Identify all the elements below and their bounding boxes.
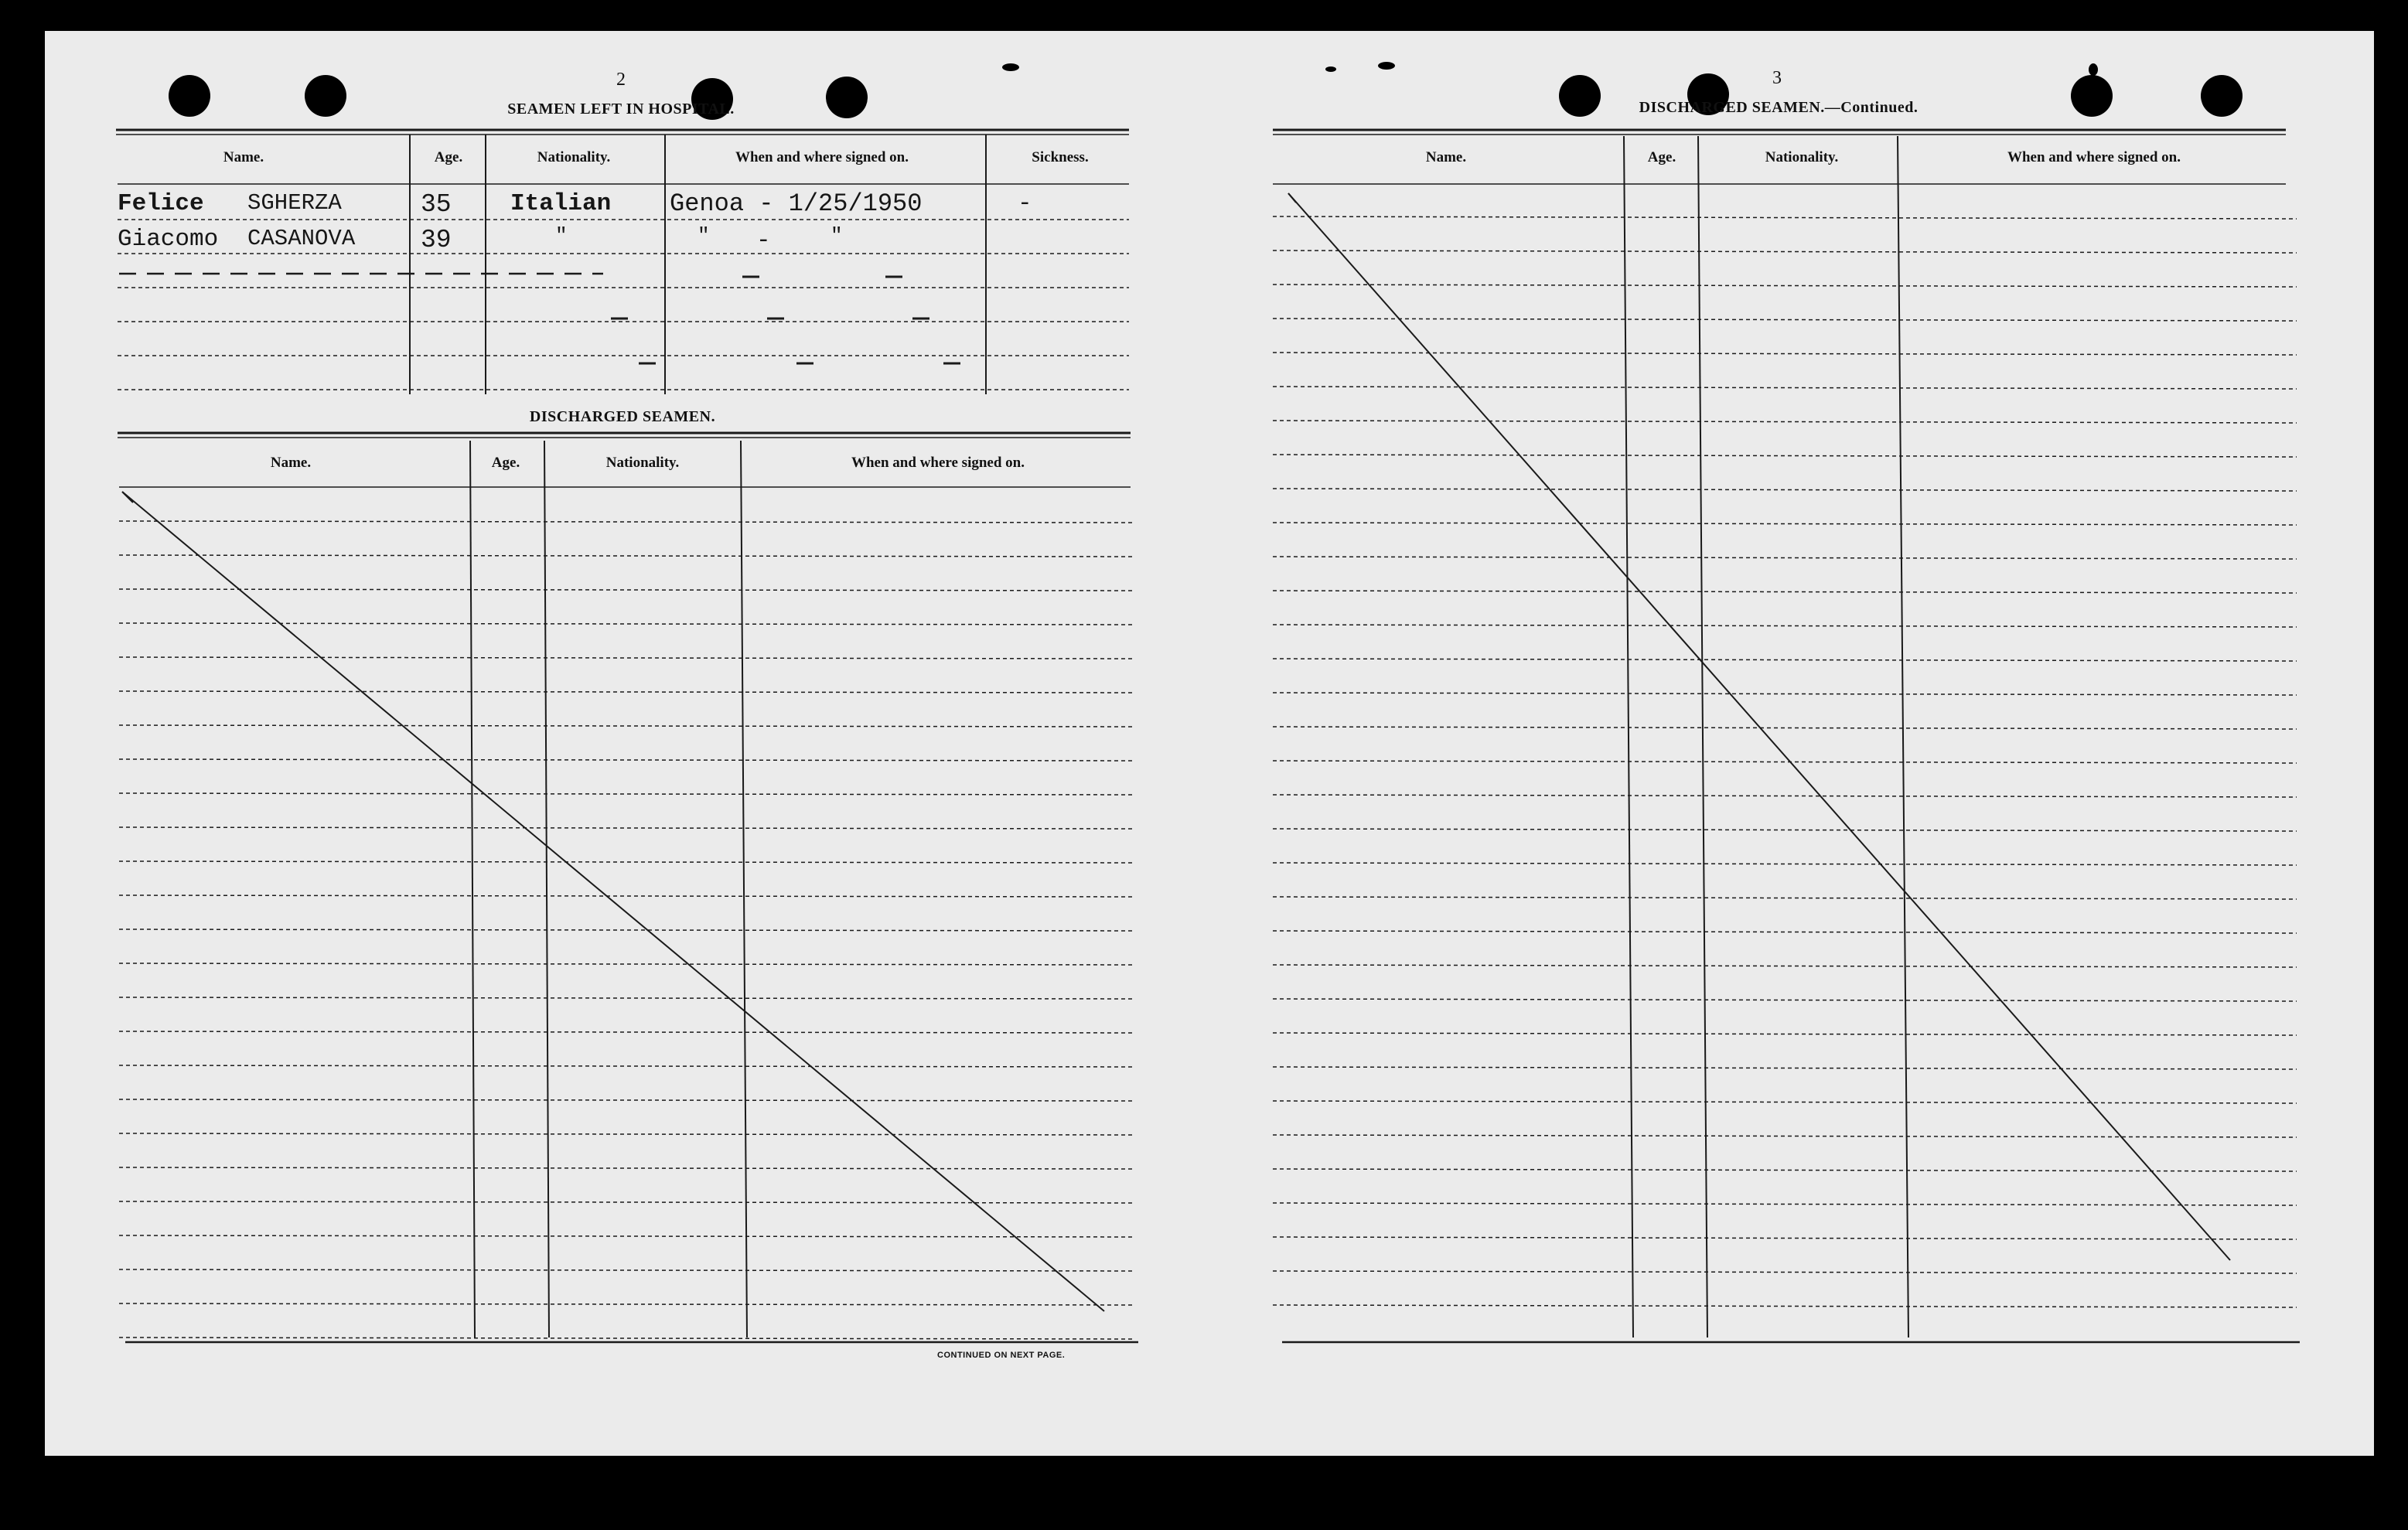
dotted-row-line [119,1133,1135,1135]
dotted-row-line [1273,319,2297,321]
dotted-row-line [119,1303,1135,1305]
dotted-row-line [1273,387,2297,389]
dotted-row-line [119,691,1135,693]
dotted-row-line [119,929,1135,931]
hospital-row1-nationality: Italian [510,190,612,217]
dotted-row-line [1273,659,2297,661]
dotted-row-line [1273,1237,2297,1239]
dotted-row-line [119,997,1135,999]
dotted-row-line [1273,761,2297,763]
dotted-row-line [119,657,1135,659]
dotted-row-line [1273,931,2297,933]
dotted-row-line [119,1167,1135,1169]
column-divider [1624,136,1633,1337]
hospital-row2-age: 39 [421,226,452,254]
hospital-row2-first-name: Giacomo [118,226,219,253]
discharged-header-age: Age. [491,455,520,471]
dotted-row-line [119,1065,1135,1067]
dotted-row-line [1273,795,2297,797]
hospital-row1-last-name: SGHERZA [247,190,342,216]
dotted-row-line [119,1235,1135,1237]
column-divider [741,441,747,1337]
dotted-row-line [1273,829,2297,831]
dotted-row-line [1273,523,2297,525]
dotted-row-line [1273,693,2297,695]
dotted-row-line [119,555,1135,557]
dotted-row-line [1273,1067,2297,1069]
page-number-left: 2 [616,70,626,90]
dotted-row-line [1273,1305,2297,1307]
dotted-row-line [1273,1203,2297,1205]
dotted-row-line [119,793,1135,795]
dotted-row-line [1273,455,2297,457]
right-header-age: Age. [1647,149,1676,165]
dotted-row-line [119,759,1135,761]
hospital-row2-signed-on-ditto: " [698,224,710,247]
continued-footer: CONTINUED ON NEXT PAGE. [937,1351,1066,1360]
dotted-row-line [119,827,1135,829]
dotted-row-line [119,1099,1135,1101]
hospital-row2-last-name: CASANOVA [247,226,356,251]
dotted-row-line [1273,625,2297,627]
dotted-row-line [119,1031,1135,1033]
cancel-diagonal-tick [1288,193,1296,203]
dotted-row-line [1273,1135,2297,1137]
cancel-diagonal-tick [122,492,133,503]
page-number-right: 3 [1772,68,1782,88]
hospital-header-signed-on: When and where signed on. [735,149,909,165]
dotted-row-line [119,1201,1135,1203]
dotted-row-line [1273,250,2297,253]
dotted-row-line [119,895,1135,897]
column-divider [1698,136,1707,1337]
right-page-title: DISCHARGED SEAMEN.—Continued. [1639,99,1919,116]
discharged-section-title: DISCHARGED SEAMEN. [529,408,716,425]
hospital-row1-age: 35 [421,190,452,219]
hospital-section-title: SEAMEN LEFT IN HOSPITAL. [507,101,735,118]
dotted-row-line [1273,999,2297,1001]
dotted-row-line [1273,1271,2297,1273]
dotted-row-line [1273,727,2297,729]
dotted-row-line [119,623,1135,625]
column-divider [1898,136,1908,1337]
dotted-row-line [1273,421,2297,423]
hospital-row1-sickness: - [1018,190,1032,217]
cancel-diagonal [122,492,1104,1311]
dotted-row-line [119,1269,1135,1271]
discharged-header-nationality: Nationality. [605,455,680,471]
dotted-row-line [1273,353,2297,355]
dotted-row-line [119,521,1135,523]
hospital-row1-first-name: Felice [118,190,204,217]
dotted-row-line [119,963,1135,965]
dotted-row-line [119,1337,1135,1339]
dotted-row-line [1273,965,2297,967]
hospital-header-name: Name. [223,149,264,165]
hospital-header-sickness: Sickness. [1032,149,1089,165]
hospital-row1-signed-on: Genoa - 1/25/1950 [670,189,923,218]
dotted-row-line [1273,863,2297,865]
dotted-row-line [1273,591,2297,593]
column-divider [470,441,475,1337]
discharged-header-signed-on: When and where signed on. [851,455,1025,471]
dotted-row-line [1273,1033,2297,1035]
column-divider [544,441,549,1337]
dotted-row-line [1273,216,2297,219]
dotted-row-line [119,725,1135,727]
hospital-row2-nationality: " [555,224,568,247]
hospital-row2-signed-on-dash: - [756,227,771,254]
dotted-row-line [1273,489,2297,491]
dotted-row-line [1273,897,2297,899]
dotted-row-line [119,589,1135,591]
dotted-row-line [119,861,1135,863]
right-header-name: Name. [1425,149,1467,165]
dotted-row-line [1273,557,2297,559]
hospital-header-nationality: Nationality. [537,149,611,165]
dotted-row-line [1273,1169,2297,1171]
dotted-row-line [1273,285,2297,287]
discharged-header-name: Name. [270,455,312,471]
right-header-nationality: Nationality. [1765,149,1839,165]
hospital-row2-signed-on-ditto2: " [831,224,843,247]
right-header-signed-on: When and where signed on. [2007,149,2181,165]
dotted-row-line [1273,1101,2297,1103]
hospital-header-age: Age. [434,149,463,165]
